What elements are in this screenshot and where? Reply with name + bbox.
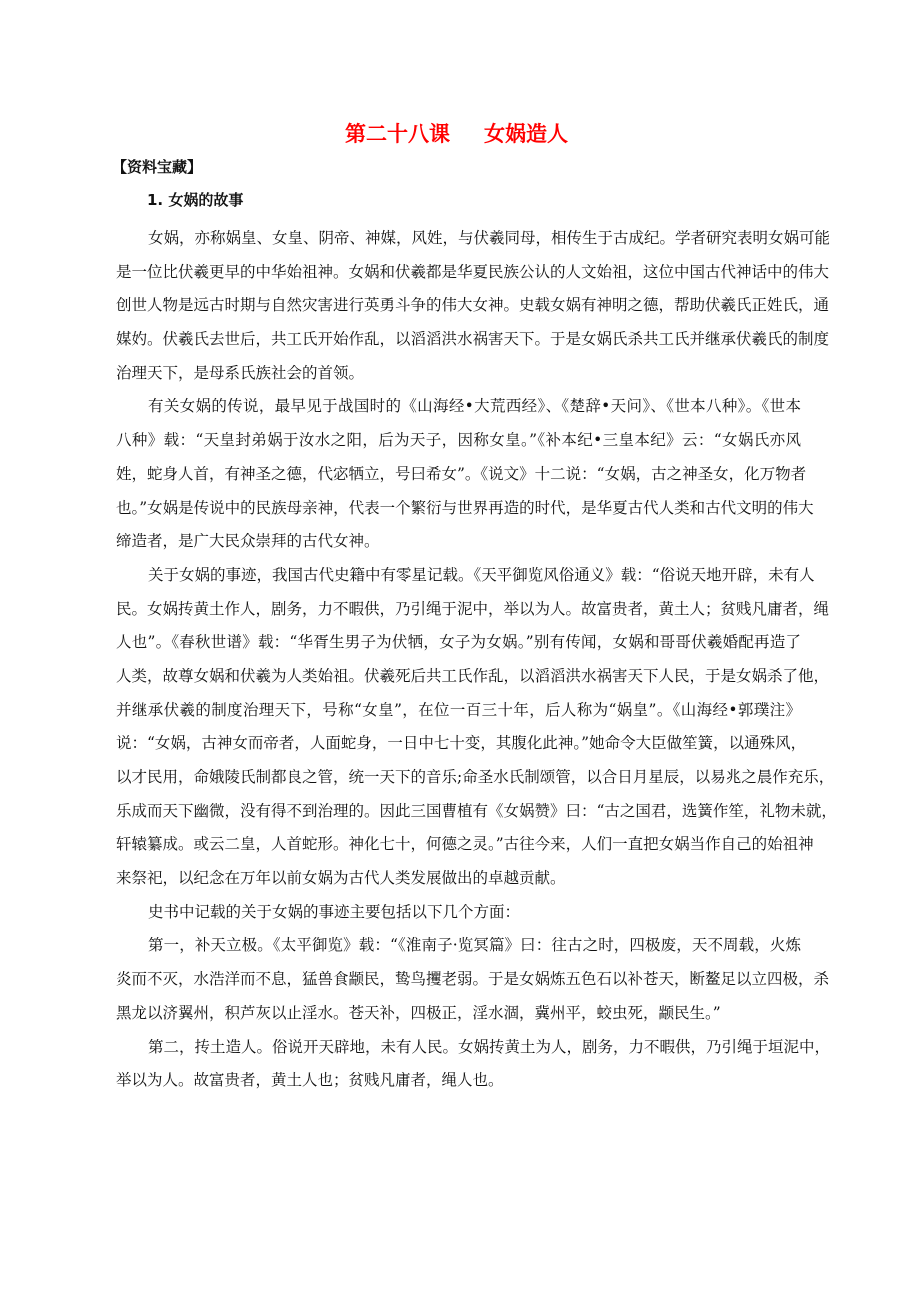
text-line: 乐成而天下幽微，没有得不到治理的。因此三国曹植有《女娲赞》曰：“古之国君，选簧作笙，礼物未就， — [116, 801, 837, 820]
text-line: 是一位比伏羲更早的中华始祖神。女娲和伏羲都是华夏民族公认的人文始祖，这位中国古代神话中的伟大 — [116, 262, 830, 281]
text-line: 来祭祀，以纪念在万年以前女娲为古代人类发展做出的卓越贡献。 — [116, 869, 566, 888]
text-line: 第二，抟土造人。俗说开天辟地，未有人民。女娲抟黄土为人，剧务，力不暇供，乃引绳于垣泥中， — [148, 1037, 831, 1056]
text-line: 轩辕纂成。或云二皇，人首蛇形。神化七十，何德之灵。”古往今来，人们一直把女娲当作自己的始祖神 — [116, 835, 814, 854]
text-line: 说：“女娲，古神女而帝者，人面蛇身，一日中七十变，其腹化此神。”她命令大臣做笙簧，以通殊风， — [116, 734, 807, 753]
text-line: 第一，补天立极。《太平御览》载：“《淮南子·览冥篇》曰：往古之时，四极废，天不周载，火炼 — [148, 936, 801, 955]
text-line: 民。女娲抟黄土作人，剧务，力不暇供，乃引绳于泥中，举以为人。故富贵者，黄土人；贫贱凡庸者，绳 — [116, 599, 830, 618]
text-line: 人也”。《春秋世谱》载：“华胥生男子为伏牺，女子为女娲。”别有传闻，女娲和哥哥伏羲婚配再造了 — [116, 633, 801, 652]
text-line: 媒妁。伏羲氏去世后，共工氏开始作乱，以滔滔洪水祸害天下。于是女娲氏杀共工氏并继承伏羲氏的制度 — [116, 330, 830, 349]
text-line: 创世人物是远古时期与自然灾害进行英勇斗争的伟大女神。史载女娲有神明之德，帮助伏羲氏正姓氏，通 — [116, 296, 830, 315]
text-line: 八种》载：“天皇封弟娲于汝水之阳，后为天子，因称女皇。”《补本纪•三皇本纪》云：“女娲氏亦风 — [116, 431, 801, 450]
paragraph — [116, 394, 814, 562]
paragraph — [116, 933, 830, 1034]
text-line: 姓，蛇身人首，有神圣之德，代宓牺立，号曰希女”。《说文》十二说：“女娲，古之神圣女，化万物者 — [116, 464, 807, 483]
document-body — [116, 226, 837, 1102]
text-line: 黑龙以济翼州，积芦灰以止淫水。苍天补，四极正，淫水涸，冀州平，蛟虫死，颛民生。” — [116, 1003, 721, 1022]
text-line: 有关女娲的传说，最早见于战国时的《山海经•大荒西经》、《楚辞•天问》、《世本八种》。《世本 — [148, 397, 801, 416]
text-line: 炎而不灭，水浩洋而不息，猛兽食颛民，鸷鸟攫老弱。于是女娲炼五色石以补苍天，断鳌足以立四极，杀 — [116, 970, 830, 989]
text-line: 也。”女娲是传说中的民族母亲神，代表一个繁衍与世界再造的时代，是华夏古代人类和古代文明的伟大 — [116, 498, 814, 517]
lesson-name: 女娲造人 — [484, 122, 568, 146]
text-line: 治理天下，是母系氏族社会的首领。 — [116, 363, 365, 382]
text-line: 女娲，亦称娲皇、女皇、阴帝、神媒，风姓，与伏羲同母，相传生于古成纪。学者研究表明女娲可能 — [148, 229, 831, 247]
paragraph — [116, 226, 831, 394]
lesson-number: 第二十八课 — [345, 122, 450, 146]
text-line: 人类，故尊女娲和伏羲为人类始祖。伏羲死后共工氏作乱，以滔滔洪水祸害天下人民，于是女娲杀了他， — [116, 666, 830, 685]
section-label: 【资料宝藏】 — [112, 158, 203, 176]
text-line: 关于女娲的事迹，我国古代史籍中有零星记载。《天平御览风俗通义》载：“俗说天地开辟，未有人 — [148, 565, 815, 584]
text-line: 并继承伏羲的制度治理天下，号称“女皇”，在位一百三十年，后人称为“娲皇”。《山海经•郭璞注》 — [116, 700, 801, 719]
paragraph — [116, 563, 837, 900]
paragraph — [116, 1035, 831, 1102]
text-line: 史书中记载的关于女娲的事迹主要包括以下几个方面： — [148, 902, 521, 921]
text-line: 举以为人。故富贵者，黄土人也；贫贱凡庸者，绳人也。 — [116, 1071, 504, 1090]
text-line: 缔造者，是广大民众崇拜的古代女神。 — [116, 532, 380, 551]
subheading: 1. 女娲的故事 — [147, 191, 244, 209]
page-title — [345, 118, 568, 148]
paragraph — [116, 900, 801, 934]
text-line: 以才民用，命娥陵氏制都良之管，统一天下的音乐;命圣水氏制颂管，以合日月星辰，以易兆之晨作充乐， — [116, 768, 835, 786]
